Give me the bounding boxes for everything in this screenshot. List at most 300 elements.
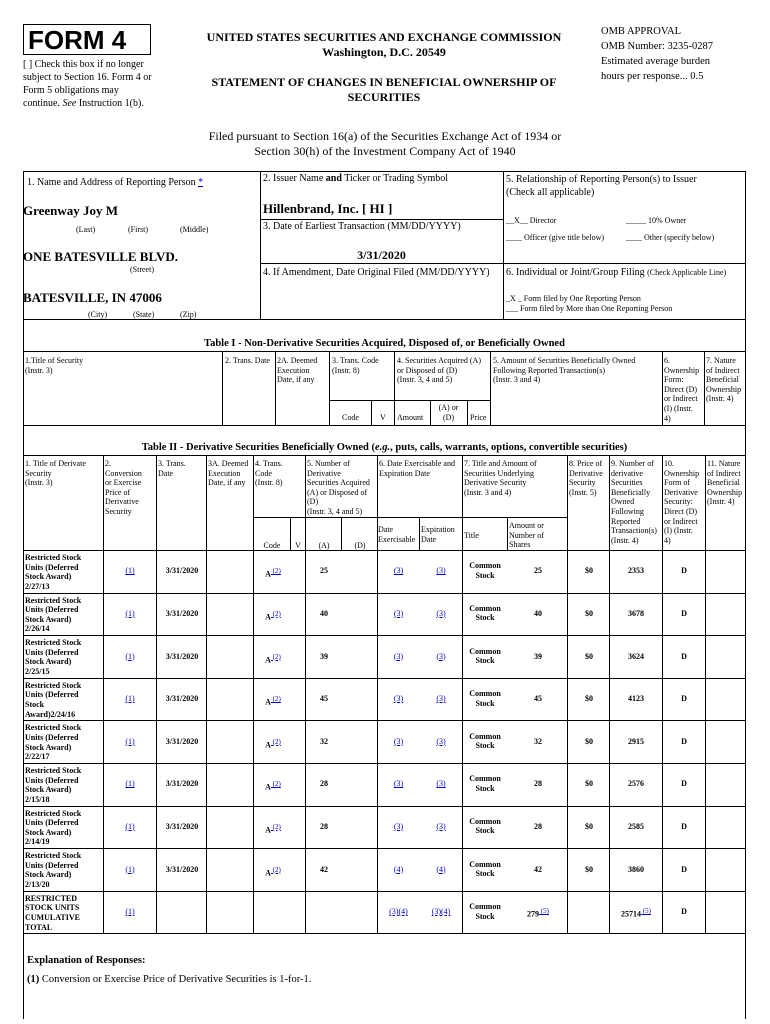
- t2-h5: [307, 459, 377, 517]
- row-date-exercisable: [378, 609, 419, 619]
- filed-by-more-option[interactable]: ___ Form filed by More than One Reporting Person: [506, 304, 673, 313]
- text-line: Securities: [611, 478, 643, 488]
- row-underlying-amount: [509, 779, 567, 789]
- text-line: Security: [569, 478, 596, 488]
- table1-title: Table I - Non-Derivative Securities Acquired, Disposed of, or Beneficially Owned: [204, 338, 565, 349]
- footnote-link[interactable]: (5): [641, 907, 651, 916]
- text-line: (A) or Disposed of: [307, 487, 368, 497]
- owned-value: 2585: [628, 821, 644, 831]
- footnote-link[interactable]: (4): [393, 864, 404, 874]
- row-conversion-price: [107, 822, 153, 832]
- text-line: (I) (Instr.: [664, 526, 693, 536]
- text-line: Shares: [509, 540, 531, 550]
- row-price: [569, 779, 609, 789]
- footnote-link[interactable]: (3): [393, 821, 404, 831]
- agency-name: UNITED STATES SECURITIES AND EXCHANGE COMMISSION Washington, D.C. 20549: [206, 30, 562, 59]
- text-line: D: [681, 566, 687, 576]
- footnote-link[interactable]: (3): [393, 694, 404, 704]
- text-line: Stock: [475, 570, 495, 580]
- row-underlying-amount: [509, 609, 567, 619]
- footnote-link[interactable]: (3): [436, 821, 446, 831]
- footnote-link[interactable]: (2): [270, 695, 281, 704]
- footnote-link[interactable]: (4): [436, 864, 446, 874]
- row-owned-following: [611, 865, 661, 875]
- row-underlying-amount: [509, 652, 567, 662]
- text-line: 5. Number of: [307, 459, 350, 468]
- divider: [490, 351, 491, 425]
- row-trans-date: [158, 865, 206, 875]
- text-line: Stock Award): [25, 572, 72, 582]
- text-line: 10.: [664, 459, 674, 468]
- text-line: Form of: [664, 478, 690, 488]
- text-line: 6. Date Exercisable and: [379, 459, 455, 468]
- text-line: D: [681, 907, 687, 917]
- footnote-link[interactable]: (3): [436, 651, 446, 661]
- footnote-link[interactable]: (2): [270, 609, 281, 618]
- text-line: Common: [469, 561, 501, 571]
- text-line: D: [681, 694, 687, 704]
- t1-price-header: Price: [470, 413, 487, 422]
- owned-value: 2915: [628, 736, 644, 746]
- text-line: Stock: [475, 698, 495, 708]
- t2-sub-v: [291, 541, 305, 551]
- text-line: Stock Award): [25, 742, 72, 752]
- row-security-title: [25, 809, 103, 847]
- text-line: Units (Deferred: [25, 732, 79, 742]
- footnote-link[interactable]: (3): [393, 651, 404, 661]
- row-divider: [23, 848, 746, 849]
- t2-sub-expiration: [421, 525, 463, 544]
- footnote-link[interactable]: (1): [125, 907, 135, 917]
- row-owned-following: [611, 694, 661, 704]
- row-ownership-form: [664, 652, 704, 662]
- form-title-box: [23, 24, 151, 55]
- text-line: Common: [469, 859, 501, 869]
- row-trans-code: [255, 738, 291, 750]
- t1-col6-header: 6. Ownership Form: Direct (D) or Indirect (I) (Instr. 4): [664, 356, 700, 423]
- row-amount-acquired: [307, 737, 341, 747]
- row-underlying-title: [464, 647, 506, 666]
- row-amount-acquired: [307, 566, 341, 576]
- row-owned-following: [611, 566, 661, 576]
- divider: [222, 351, 223, 425]
- text-line: Security: [25, 468, 52, 478]
- text-line: 7. Title and Amount of: [464, 459, 537, 468]
- footnote-link[interactable]: (3): [393, 779, 404, 789]
- text-line: D: [681, 821, 687, 831]
- officer-checkbox[interactable]: ____ Officer (give title below): [506, 233, 605, 242]
- text-line: (D): [307, 497, 319, 507]
- text-line: (Instr. 3): [25, 478, 53, 488]
- footnote-link[interactable]: (3): [393, 736, 404, 746]
- statement-title: STATEMENT OF CHANGES IN BENEFICIAL OWNERSHIP OF SECURITIES: [211, 75, 557, 104]
- row-ownership-form: [664, 609, 704, 619]
- t1-col2-header: 2. Trans. Date: [225, 356, 270, 365]
- row-trans-date: [158, 822, 206, 832]
- t2-sub-date-exercisable: [378, 525, 420, 544]
- text-line: RESTRICTED: [25, 893, 78, 903]
- row-underlying-title: [464, 689, 506, 708]
- t2-h9: [611, 459, 663, 545]
- text-line: Common: [469, 731, 501, 741]
- row-price: [569, 694, 609, 704]
- footnote-link[interactable]: (2): [270, 865, 281, 874]
- row-divider: [23, 763, 746, 764]
- footnote-1: (1) Conversion or Exercise Price of Derivative Securities is 1-for-1.: [27, 974, 312, 985]
- owned-value: 4123: [628, 694, 644, 704]
- text-line: (Instr. 3 and 4): [464, 487, 512, 497]
- divider: [260, 263, 745, 264]
- row-owned-following: [611, 779, 661, 789]
- row-trans-date: [158, 566, 206, 576]
- row-owned-following: [611, 609, 661, 619]
- row-divider: [23, 635, 746, 636]
- footnote-link[interactable]: (1): [125, 694, 135, 704]
- text-line: TOTAL: [25, 922, 53, 932]
- text-line: Stock: [475, 741, 495, 751]
- text-line: (D): [354, 541, 366, 550]
- t1-col4-header: 4. Securities Acquired (A) or Disposed of (D) (Instr. 3, 4 and 5): [397, 356, 481, 385]
- text-line: Date: [158, 468, 174, 478]
- text-line: Owned: [611, 497, 635, 507]
- footnote-link[interactable]: (1): [125, 566, 135, 576]
- text-line: Stock: [475, 783, 495, 793]
- text-line: 28: [320, 821, 328, 831]
- text-line: Restricted Stock: [25, 808, 82, 818]
- divider: [206, 455, 207, 933]
- footnote-link[interactable]: (2): [270, 567, 281, 576]
- row-ownership-form: [664, 865, 704, 875]
- text-line: Date: [421, 534, 437, 544]
- city-label: (City): [88, 310, 108, 319]
- text-line: 3/31/2020: [165, 821, 199, 831]
- footnote-link[interactable]: (3)(4): [389, 907, 408, 917]
- text-line: $0: [585, 736, 593, 746]
- t2-sub-code: [255, 541, 289, 551]
- row-underlying-title: [464, 604, 506, 623]
- row-expiration-date: [420, 609, 462, 619]
- code-value: A: [265, 655, 271, 665]
- text-line: $0: [585, 821, 593, 831]
- ten-pct-owner-checkbox[interactable]: _____ 10% Owner: [626, 216, 687, 225]
- amount-value: 32: [534, 736, 542, 746]
- amount-value: 279: [527, 909, 540, 919]
- text-line: STOCK UNITS: [25, 903, 80, 913]
- footnote-link[interactable]: (1): [125, 736, 135, 746]
- text-line: Ownership: [707, 487, 743, 497]
- owned-value: 2576: [628, 779, 644, 789]
- row-trans-code: [255, 653, 291, 665]
- divider: [23, 933, 746, 934]
- divider: [609, 455, 610, 933]
- text-line: Execution: [208, 468, 241, 478]
- text-line: (Instr. 8): [255, 478, 283, 488]
- t2-h2: [105, 459, 157, 517]
- text-line: V: [295, 541, 301, 550]
- text-line: or Indirect: [664, 516, 698, 526]
- row-underlying-title: [464, 817, 506, 836]
- text-line: D: [681, 779, 687, 789]
- divider: [23, 455, 746, 456]
- row-trans-code: [255, 780, 291, 792]
- box6-label: 6. Individual or Joint/Group Filing (Check Applicable Line): [506, 267, 727, 278]
- divider: [305, 517, 306, 550]
- row-expiration-date: [420, 566, 462, 576]
- text-line: 4): [664, 535, 671, 545]
- row-date-exercisable: [378, 566, 419, 576]
- row-underlying-title: [464, 902, 506, 921]
- t1-code-header: Code: [342, 413, 359, 422]
- text-line: 25: [320, 566, 328, 576]
- footnote-link[interactable]: *: [198, 177, 204, 188]
- divider: [23, 319, 746, 320]
- text-line: Restricted Stock: [25, 553, 82, 562]
- row-security-title: [25, 681, 103, 719]
- row-ownership-form: [664, 694, 704, 704]
- row-amount-acquired: [307, 822, 341, 832]
- footnote-link[interactable]: (3): [436, 694, 446, 704]
- text-line: Restricted Stock: [25, 723, 82, 733]
- text-line: Common: [469, 603, 501, 613]
- text-line: (A): [318, 541, 330, 550]
- divider: [704, 351, 705, 425]
- row-owned-following: [611, 652, 661, 662]
- row-trans-code: [255, 695, 291, 707]
- text-line: 2/25/15: [25, 666, 50, 676]
- text-line: Units (Deferred: [25, 647, 79, 657]
- t1-col5-header: 5. Amount of Securities Beneficially Owned Following Reported Transaction(s) (Instr. 3 and 4): [493, 356, 636, 385]
- text-line: Restricted Stock: [25, 766, 82, 775]
- text-line: Securities Acquired: [307, 478, 370, 488]
- text-line: D: [681, 864, 687, 874]
- divider: [662, 351, 663, 425]
- code-value: A: [265, 612, 271, 622]
- text-line: $0: [585, 864, 593, 874]
- divider: [275, 351, 276, 425]
- divider: [567, 455, 568, 933]
- footnote-link[interactable]: (1): [125, 651, 135, 661]
- divider: [377, 517, 567, 518]
- text-line: 40: [320, 608, 328, 618]
- row-security-title: [25, 851, 103, 889]
- footnote-link[interactable]: (3)(4): [431, 907, 451, 917]
- row-security-title: [25, 638, 103, 676]
- footnote-link[interactable]: (2): [270, 780, 281, 789]
- footnote-link[interactable]: (1): [125, 608, 135, 618]
- filed-pursuant: Filed pursuant to Section 16(a) of the Securities Exchange Act of 1934 or Section 30(h) of the Investment Company Act of 1940: [208, 129, 562, 158]
- text-line: 3/31/2020: [165, 694, 199, 704]
- row-owned-following: [611, 737, 661, 747]
- text-line: Restricted Stock: [25, 595, 82, 605]
- text-line: $0: [585, 566, 593, 576]
- amount-value: 45: [534, 694, 542, 704]
- footnote-link[interactable]: (3): [436, 779, 446, 789]
- text-line: Stock: [475, 869, 495, 879]
- code-value: A: [265, 740, 271, 750]
- row-divider: [23, 806, 746, 807]
- omb-approval: OMB APPROVAL OMB Number: 3235-0287 Estimated average burden hours per response... 0.5: [601, 26, 713, 82]
- text-line: 2/26/14: [25, 624, 50, 634]
- text-line: CUMULATIVE: [25, 912, 80, 922]
- text-line: Derivative: [569, 468, 603, 478]
- t2-h7: [464, 459, 568, 497]
- row-expiration-date: [420, 694, 462, 704]
- divider: [371, 400, 372, 425]
- row-price: [569, 737, 609, 747]
- row-price: [569, 822, 609, 832]
- row-ownership-form: [664, 566, 704, 576]
- divider: [503, 171, 504, 319]
- row-price: [569, 865, 609, 875]
- text-line: Following: [611, 506, 644, 516]
- footnote-link[interactable]: (1): [125, 779, 135, 789]
- t2-h6: [379, 459, 463, 478]
- box4-label: 4. If Amendment, Date Original Filed (MM/DD/YYYY): [263, 267, 490, 278]
- text-line: Stock: [475, 826, 495, 836]
- other-checkbox[interactable]: ____ Other (specify below): [626, 233, 715, 242]
- divider: [23, 550, 746, 551]
- middle-label: (Middle): [180, 225, 209, 234]
- text-line: Security:: [664, 497, 693, 507]
- row-trans-code: [255, 610, 291, 622]
- text-line: Price of: [105, 487, 131, 497]
- reporting-person-name: Greenway Joy M: [23, 203, 119, 218]
- footnote-link[interactable]: (2): [270, 652, 281, 661]
- footnote-link[interactable]: (3): [393, 566, 404, 576]
- row-price: [569, 652, 609, 662]
- text-line: 2.: [105, 459, 111, 468]
- text-line: Derivative: [105, 497, 139, 507]
- row-date-exercisable: [378, 652, 419, 662]
- row-date-exercisable: [378, 907, 419, 917]
- t2-h4: [255, 459, 305, 488]
- text-line: 2/22/17: [25, 752, 50, 762]
- row-expiration-date: [420, 907, 462, 917]
- row-trans-date: [158, 737, 206, 747]
- row-conversion-price: [107, 737, 153, 747]
- row-security-title: [25, 596, 103, 634]
- text-line: 28: [320, 779, 328, 789]
- amount-value: 39: [534, 651, 542, 661]
- t1-col3-header: 3. Trans. Code (Instr. 8): [332, 356, 379, 375]
- text-line: 8. Price of: [569, 459, 603, 468]
- issuer-name: Hillenbrand, Inc. [ HI ]: [263, 201, 393, 216]
- row-expiration-date: [420, 865, 462, 875]
- footnote-link[interactable]: (3): [393, 608, 404, 618]
- box1-label: 1. Name and Address of Reporting Person *: [27, 177, 204, 188]
- state-label: (State): [133, 310, 155, 319]
- row-expiration-date: [420, 779, 462, 789]
- amount-value: 28: [534, 779, 542, 789]
- footnote-link[interactable]: (3): [436, 608, 446, 618]
- text-line: Date, if any: [208, 478, 246, 488]
- t1-amount-header: Amount: [397, 413, 424, 422]
- footnote-link[interactable]: (5): [539, 907, 549, 916]
- text-line: 45: [320, 694, 328, 704]
- check-box-instruction: [ ] Check this box if no longer subject to Section 16. Form 4 or Form 5 obligations may continue. See Instruction 1(b).: [23, 59, 152, 109]
- row-underlying-amount: [509, 907, 567, 919]
- divider: [23, 425, 746, 426]
- footnote-link[interactable]: (2): [270, 737, 281, 746]
- row-conversion-price: [107, 566, 153, 576]
- text-line: Conversion: [105, 468, 142, 478]
- row-amount-acquired: [307, 652, 341, 662]
- box5-label: 5. Relationship of Reporting Person(s) to Issuer (Check all applicable): [506, 174, 697, 198]
- text-line: 39: [320, 651, 328, 661]
- text-line: 32: [320, 736, 328, 746]
- footnote-link[interactable]: (3): [436, 736, 446, 746]
- row-trans-date: [158, 694, 206, 704]
- t2-h3a: [208, 459, 256, 488]
- row-underlying-title: [464, 774, 506, 793]
- row-trans-code: [255, 567, 291, 579]
- row-conversion-price: [107, 865, 153, 875]
- text-line: Code: [255, 468, 272, 478]
- t2-sub-amount: [509, 521, 567, 550]
- row-underlying-amount: [509, 737, 567, 747]
- t1-col7-header: 7. Nature of Indirect Beneficial Ownership (Instr. 4): [706, 356, 742, 404]
- t2-h10: [664, 459, 706, 545]
- text-line: Restricted Stock: [25, 851, 82, 861]
- text-line: Stock Award): [25, 827, 72, 837]
- row-security-title: [25, 723, 103, 761]
- footnote-link[interactable]: (1): [125, 821, 135, 831]
- row-ownership-form: [664, 737, 704, 747]
- text-line: 2/27/13: [25, 581, 50, 591]
- text-line: (Instr. 4): [611, 535, 639, 545]
- footnote-link[interactable]: (3): [436, 566, 446, 576]
- t1-col1-header: 1.Title of Security (Instr. 3): [25, 356, 84, 375]
- row-date-exercisable: [378, 779, 419, 789]
- row-trans-date: [158, 779, 206, 789]
- row-conversion-price: [107, 652, 153, 662]
- t2-h11: [707, 459, 747, 507]
- first-label: (First): [128, 225, 148, 234]
- text-line: Securities Underlying: [464, 468, 534, 478]
- city-value: BATESVILLE, IN 47006: [23, 290, 162, 305]
- row-amount-acquired: [307, 865, 341, 875]
- text-line: derivative: [611, 468, 643, 478]
- text-line: Direct (D): [664, 506, 698, 516]
- row-trans-date: [158, 652, 206, 662]
- text-line: 3/31/2020: [165, 566, 199, 576]
- row-underlying-amount: [509, 865, 567, 875]
- text-line: Stock Award): [25, 614, 72, 624]
- footnote-link[interactable]: (2): [270, 822, 281, 831]
- text-line: Date: [378, 525, 394, 534]
- text-line: 9. Number of: [611, 459, 654, 468]
- row-amount-acquired: [307, 609, 341, 619]
- footnote-link[interactable]: (1): [125, 864, 135, 874]
- text-line: D: [681, 651, 687, 661]
- row-date-exercisable: [378, 737, 419, 747]
- text-line: Derivative: [664, 487, 698, 497]
- text-line: D: [681, 736, 687, 746]
- t2-h1: [25, 459, 103, 488]
- row-underlying-title: [464, 732, 506, 751]
- row-conversion-price: [107, 907, 153, 917]
- row-security-title: [25, 766, 103, 804]
- text-line: D: [681, 608, 687, 618]
- director-checkbox[interactable]: __X__ Director: [506, 216, 557, 225]
- filed-by-one-option[interactable]: _X _ Form filed by One Reporting Person: [506, 294, 641, 303]
- row-owned-following: [611, 822, 661, 832]
- text-line: 4. Trans.: [255, 459, 283, 468]
- text-line: 11. Nature: [707, 459, 741, 468]
- row-amount-acquired: [307, 694, 341, 704]
- text-line: Stock: [475, 911, 495, 921]
- text-line: Beneficial: [707, 478, 740, 488]
